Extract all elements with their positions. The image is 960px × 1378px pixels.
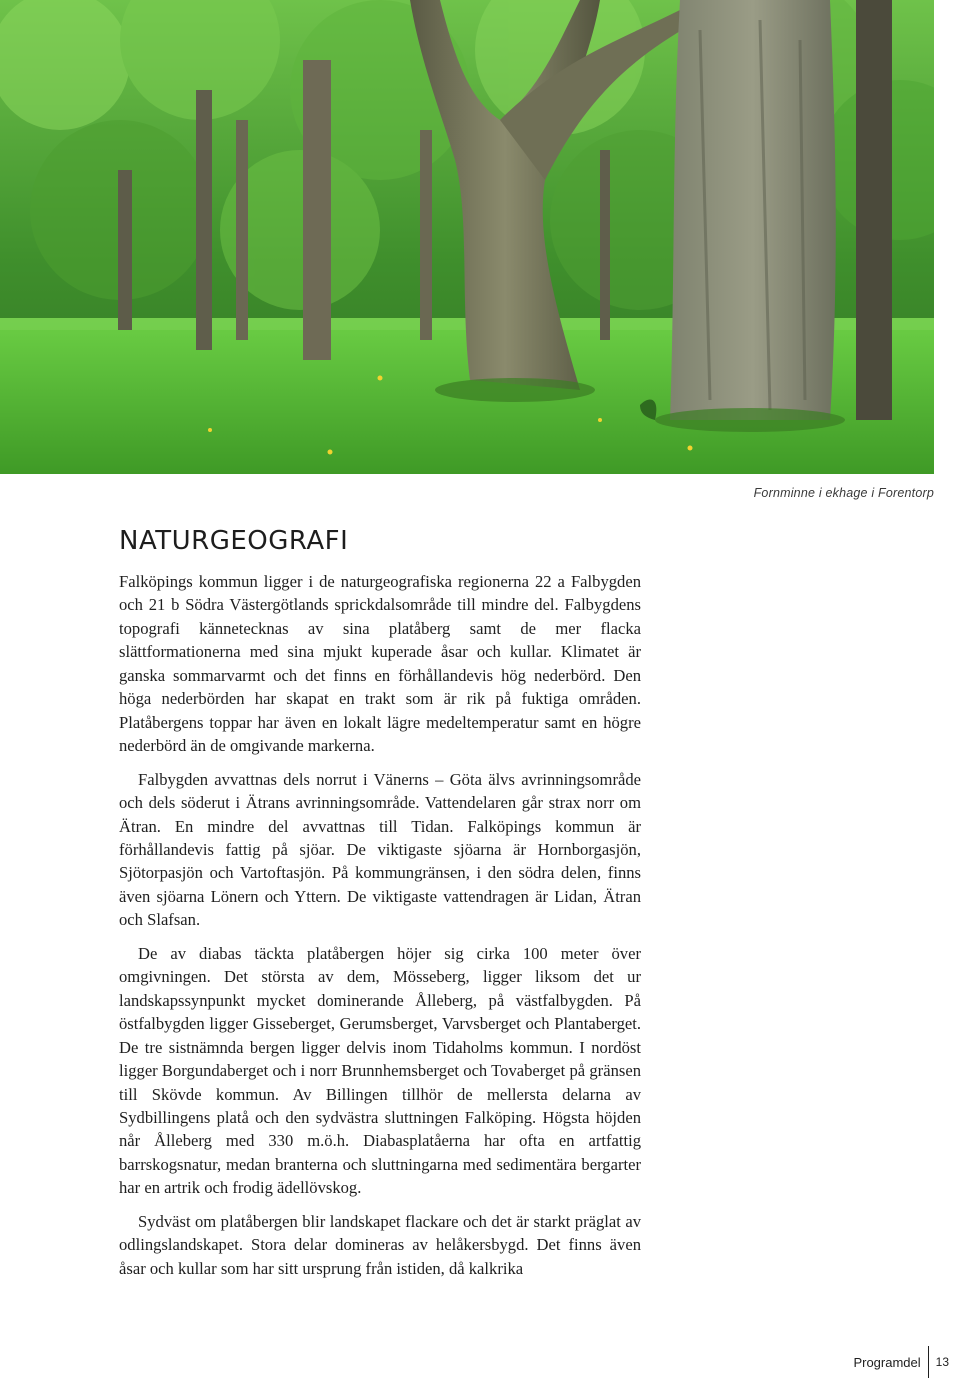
article-body [119, 570, 641, 1290]
page-footer [853, 1346, 949, 1378]
paragraph-2: Falbygden avvattnas dels norrut i Vänerns – Göta älvs avrinningsområde och dels söderut i Ätrans avrinningsområde. Vattendelaren går strax norr om Ätran. En mindre del avvattnas till Tidan. Falköpings kommun är förhållandevis fattig på sjöar. De viktigaste sjöarna är Hornborgasjön, Sjötorpasjön och Vartoftasjön. På kommungränsen, i den södra delen, finns även sjöarna Lönern och Yttern. De viktigaste vattendragen är Lidan, Ätran och Slafsan. [119, 769, 641, 930]
forest-photo [0, 0, 934, 474]
page-number: 13 [935, 1355, 949, 1369]
oak-pasture-image [0, 0, 934, 474]
paragraph-3: De av diabas täckta platåbergen höjer sig cirka 100 meter över omgivningen. Det största av dem, Mösseberg, ligger liksom det ur landskapssynpunkt mycket dominerande Ålleberg, på västfalbygden. På östfalbygden ligger Gisseberget, Gerumsberget, Varvsberget och Plantaberget. De tre sistnämnda bergen ligger delvis inom Tidaholms kommun. I nordöst ligger Borgundaberget och i norr Brunnhemsberget och Tovaberget på gränsen till Skövde kommun. Av Billingen tillhör de mellersta delarna av Sydbillingens platå och den sydvästra sluttningen Falköping. Högsta höjden når Ålleberg med 330 m.ö.h. Diabasplatåerna har ofta en artfattig barrskogsnatur, medan branterna och sluttningarna med sedimentära bergarter har en artrik och frodig ädellövskog. [119, 943, 641, 1198]
photo-caption: Fornminne i ekhage i Forentorp [753, 486, 934, 500]
page-title: NATURGEOGRAFI [119, 526, 349, 556]
footer-section-label: Programdel [853, 1354, 921, 1370]
paragraph-4: Sydväst om platåbergen blir landskapet flackare och det är starkt präglat av odlingslandskapet. Stora delar domineras av helåkersbygd. Det finns även åsar och kullar som har sitt ursprung från istiden, då kalkrika [119, 1211, 641, 1278]
paragraph-1: Falköpings kommun ligger i de naturgeografiska regionerna 22 a Falbygden och 21 b Södra Västergötlands sprickdalsområde till mindre del. Falbygdens topografi kännetecknas av sina platåberg samt de mer flacka slättformationerna med sina mjukt kuperade åsar och kullar. Klimatet är ganska sommarvarmt och det finns en förhållandevis hög nederbörd. Den höga nederbörden har skapat en trakt som är rik på fuktiga områden. Platåbergens toppar har även en lokalt lägre medeltemperatur samt en högre nederbörd än de omgivande markerna. [119, 572, 641, 756]
